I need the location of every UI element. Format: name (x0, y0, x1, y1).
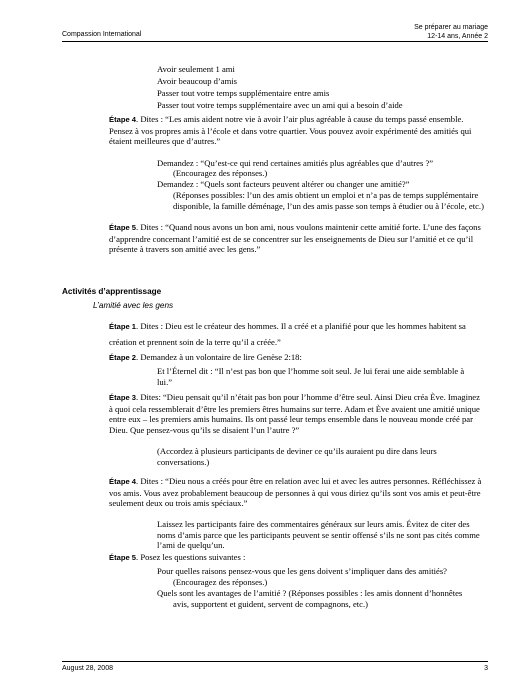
step-paragraph (109, 552, 485, 564)
step-note: Laissez les participants faire des commentaires généraux sur leurs amis. Évitez de citer des noms d’amis parce que les participants peuvent se sentir offensé s’ils ne sont pas cités comme l’ami de quelqu’un. (157, 519, 480, 551)
footer-divider (62, 661, 488, 662)
step-paragraph (109, 392, 485, 435)
footer-date: August 28, 2008 (62, 665, 113, 672)
question-note: (Encouragez des réponses.) (173, 577, 268, 587)
step-label: Étape 5 (109, 223, 137, 232)
step-label: Étape 4 (109, 115, 137, 124)
step-paragraph (109, 476, 485, 509)
section-heading: Activités d’apprentissage (62, 287, 162, 296)
step-text: . Dites : Dieu est le créateur des hommes. Il a créé et a planifié pour que les hommes habitent sa création et prennent soin de la terre qu’il a créée.” (109, 321, 466, 347)
step-text: . Posez les questions suivantes : (136, 552, 246, 562)
list-item: Passer tout votre temps supplémentaire avec un ami qui a besoin d’aide (157, 100, 403, 110)
header-organization: Compassion International (62, 31, 142, 38)
question-note: (Encouragez des réponses.) (173, 168, 268, 178)
list-item: Passer tout votre temps supplémentaire entre amis (157, 88, 330, 98)
list-item: Avoir seulement 1 ami (157, 64, 235, 74)
step-label: Étape 3 (109, 393, 137, 402)
question-text: Quels sont les avantages de l’amitié ? (Réponses possibles : les amis donnent d’honnêtes avis, supportent et guident, servent de compagnons, etc.) (157, 588, 463, 609)
step-label: Étape 2 (109, 353, 137, 362)
step-text: . Dites : “Les amis aident notre vie à avoir l’air plus agréable à cause du temps passé ensemble. Pensez à vos propres amis à l’école et dans votre quartier. Vous pouvez avoir expérimenté des amitiés qui étaient meilleures que d’autres.” (109, 114, 472, 147)
step-paragraph (109, 222, 485, 255)
scripture-quote: Et l’Éternel dit : “Il n’est pas bon que l’homme soit seul. Je lui ferai une aide semblable à lui.” (157, 366, 465, 387)
question-note: (Réponses possibles: l’un des amis obtient un emploi et n’a pas de temps supplémentaire disponible, la famille déménage, l’un des amis passe son temps à étudier ou à l’école, etc.) (173, 190, 484, 211)
header-divider (62, 41, 488, 42)
step-text: . Dites: “Dieu pensait qu’il n’était pas bon pour l’homme d’être seul. Ainsi Dieu créa Ève. Imaginez à quoi cela ressemblerait d’être les premiers êtres humains sur terre. Adam et Ève avaient une amitié unique entre eux – les premiers amis humains. Ils ont passé leur temps ensemble dans le nouveau monde créé par Dieu. Que pensez-vous qu’ils se disaient l’un l’autre ?” (109, 392, 480, 435)
step-note: (Accordez à plusieurs participants de deviner ce qu’ils auraient pu dire dans leurs conversations.) (157, 446, 437, 467)
header-title (414, 23, 488, 41)
question-text: Demandez : “Quels sont facteurs peuvent altérer ou changer une amitié?” (157, 179, 410, 189)
step-text: . Dites : “Quand nous avons un bon ami, nous voulons maintenir cette amitié forte. L’une des façons d’apprendre concernant l’amitié est de se concentrer sur les enseignements de Dieu sur l’amitié et ce qu’il présente à travers son amitié avec les gens.” (109, 222, 481, 255)
step-label: Étape 1 (109, 322, 137, 331)
question-text: Pour quelles raisons pensez-vous que les gens doivent s’impliquer dans des amitiés? (157, 566, 447, 576)
list-item: Avoir beaucoup d’amis (157, 76, 238, 86)
step-label: Étape 4 (109, 477, 137, 486)
page-number: 3 (484, 665, 488, 672)
step-text: . Demandez à un volontaire de lire Genèse 2:18: (136, 352, 302, 362)
question-text: Demandez : “Qu’est-ce qui rend certaines amitiés plus agréables que d’autres ?” (157, 158, 434, 168)
step-paragraph (109, 114, 485, 147)
header-title-line1: Se préparer au mariage (414, 24, 488, 31)
step-label: Étape 5 (109, 553, 137, 562)
subsection-heading: L’amitié avec les gens (93, 301, 174, 310)
step-text: . Dites : “Dieu nous a créés pour être en relation avec lui et avec les autres personnes. Réfléchissez à vos amis. Vous avez probablement beaucoup de personnes à qui vous diriez qu’ils sont vos amis et peut-être seulement deux ou trois amis spéciaux.” (109, 476, 482, 509)
step-paragraph (109, 352, 485, 364)
step-paragraph (109, 319, 485, 350)
header-title-line2: 12-14 ans, Année 2 (427, 33, 488, 40)
